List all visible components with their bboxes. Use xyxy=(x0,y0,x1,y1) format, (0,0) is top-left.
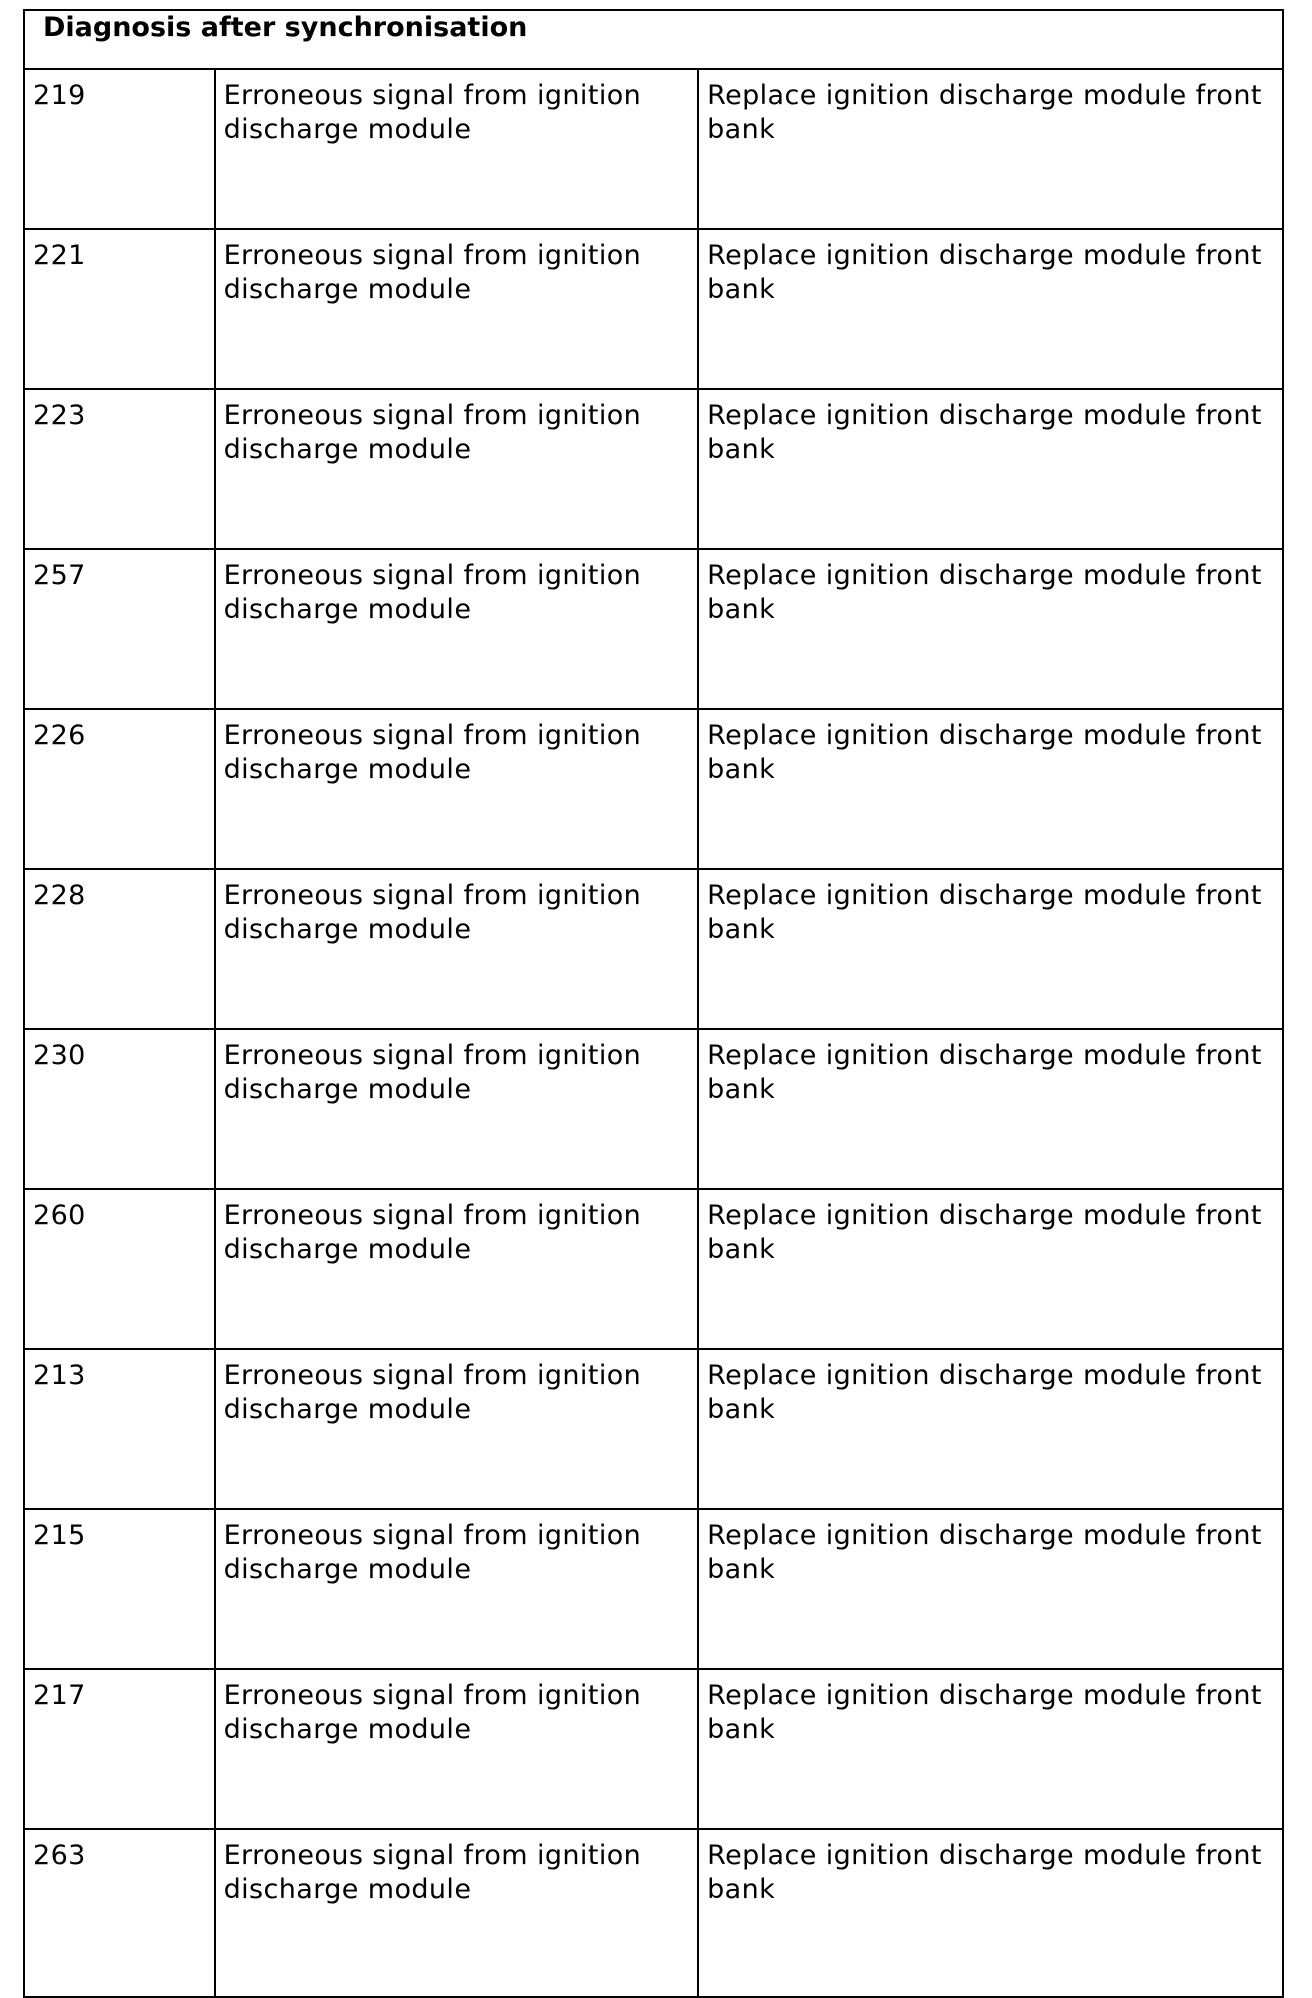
corrective-action: Replace ignition discharge module front bank xyxy=(707,1040,1262,1105)
corrective-action: Replace ignition discharge module front bank xyxy=(707,400,1262,465)
table-row xyxy=(24,389,1283,549)
fault-code-cell xyxy=(24,229,215,389)
corrective-action-cell xyxy=(698,1029,1283,1189)
fault-code-cell xyxy=(24,549,215,709)
fault-code: 257 xyxy=(33,560,86,591)
table-row xyxy=(24,1829,1283,1997)
fault-description-cell xyxy=(215,869,699,1029)
table-title: Diagnosis after synchronisation xyxy=(43,12,528,43)
fault-code-cell xyxy=(24,1509,215,1669)
corrective-action: Replace ignition discharge module front bank xyxy=(707,240,1262,305)
fault-description-cell xyxy=(215,549,699,709)
corrective-action: Replace ignition discharge module front bank xyxy=(707,720,1262,785)
fault-code: 260 xyxy=(33,1200,86,1231)
table-row xyxy=(24,549,1283,709)
table-row xyxy=(24,229,1283,389)
diagnosis-table-body xyxy=(24,10,1283,1997)
fault-code-cell xyxy=(24,709,215,869)
fault-description-cell xyxy=(215,1029,699,1189)
fault-description-cell xyxy=(215,229,699,389)
fault-description: Erroneous signal from ignition discharge module xyxy=(223,400,642,465)
table-row xyxy=(24,1509,1283,1669)
fault-code-cell xyxy=(24,1189,215,1349)
corrective-action-cell xyxy=(698,1669,1283,1829)
fault-description-cell xyxy=(215,1189,699,1349)
diagnosis-table xyxy=(23,9,1284,1998)
table-row xyxy=(24,869,1283,1029)
fault-description: Erroneous signal from ignition discharge module xyxy=(223,1520,642,1585)
fault-code: 223 xyxy=(33,400,86,431)
corrective-action: Replace ignition discharge module front bank xyxy=(707,1520,1262,1585)
fault-code: 230 xyxy=(33,1040,86,1071)
fault-code-cell xyxy=(24,1349,215,1509)
corrective-action: Replace ignition discharge module front bank xyxy=(707,880,1262,945)
fault-description: Erroneous signal from ignition discharge module xyxy=(223,1200,642,1265)
corrective-action: Replace ignition discharge module front bank xyxy=(707,1200,1262,1265)
corrective-action: Replace ignition discharge module front bank xyxy=(707,1840,1262,1905)
fault-code-cell xyxy=(24,1669,215,1829)
fault-description-cell xyxy=(215,709,699,869)
table-title-row xyxy=(24,10,1283,69)
fault-description-cell xyxy=(215,1829,699,1997)
corrective-action-cell xyxy=(698,1829,1283,1997)
fault-description-cell xyxy=(215,1349,699,1509)
table-row xyxy=(24,1349,1283,1509)
table-row xyxy=(24,1189,1283,1349)
fault-code-cell xyxy=(24,69,215,229)
fault-code: 219 xyxy=(33,80,86,111)
fault-code: 226 xyxy=(33,720,86,751)
table-row xyxy=(24,69,1283,229)
corrective-action-cell xyxy=(698,69,1283,229)
corrective-action: Replace ignition discharge module front bank xyxy=(707,560,1262,625)
fault-code-cell xyxy=(24,1029,215,1189)
fault-description: Erroneous signal from ignition discharge module xyxy=(223,1840,642,1905)
corrective-action-cell xyxy=(698,1189,1283,1349)
corrective-action-cell xyxy=(698,869,1283,1029)
fault-description-cell xyxy=(215,1509,699,1669)
corrective-action: Replace ignition discharge module front bank xyxy=(707,1360,1262,1425)
fault-code-cell xyxy=(24,389,215,549)
corrective-action-cell xyxy=(698,229,1283,389)
fault-description: Erroneous signal from ignition discharge module xyxy=(223,1680,642,1745)
fault-description-cell xyxy=(215,389,699,549)
fault-description: Erroneous signal from ignition discharge module xyxy=(223,240,642,305)
table-row xyxy=(24,709,1283,869)
corrective-action: Replace ignition discharge module front bank xyxy=(707,80,1262,145)
corrective-action-cell xyxy=(698,549,1283,709)
fault-code: 221 xyxy=(33,240,86,271)
fault-description: Erroneous signal from ignition discharge module xyxy=(223,720,642,785)
corrective-action: Replace ignition discharge module front bank xyxy=(707,1680,1262,1745)
fault-description: Erroneous signal from ignition discharge module xyxy=(223,560,642,625)
fault-description-cell xyxy=(215,1669,699,1829)
fault-code: 215 xyxy=(33,1520,86,1551)
fault-code: 213 xyxy=(33,1360,86,1391)
fault-code: 263 xyxy=(33,1840,86,1871)
fault-code-cell xyxy=(24,1829,215,1997)
table-row xyxy=(24,1029,1283,1189)
corrective-action-cell xyxy=(698,709,1283,869)
fault-code-cell xyxy=(24,869,215,1029)
fault-code: 217 xyxy=(33,1680,86,1711)
corrective-action-cell xyxy=(698,389,1283,549)
fault-description-cell xyxy=(215,69,699,229)
table-row xyxy=(24,1669,1283,1829)
fault-code: 228 xyxy=(33,880,86,911)
table-title-cell xyxy=(24,10,1283,69)
fault-description: Erroneous signal from ignition discharge module xyxy=(223,1040,642,1105)
corrective-action-cell xyxy=(698,1509,1283,1669)
fault-description: Erroneous signal from ignition discharge module xyxy=(223,80,642,145)
corrective-action-cell xyxy=(698,1349,1283,1509)
fault-description: Erroneous signal from ignition discharge module xyxy=(223,1360,642,1425)
fault-description: Erroneous signal from ignition discharge module xyxy=(223,880,642,945)
